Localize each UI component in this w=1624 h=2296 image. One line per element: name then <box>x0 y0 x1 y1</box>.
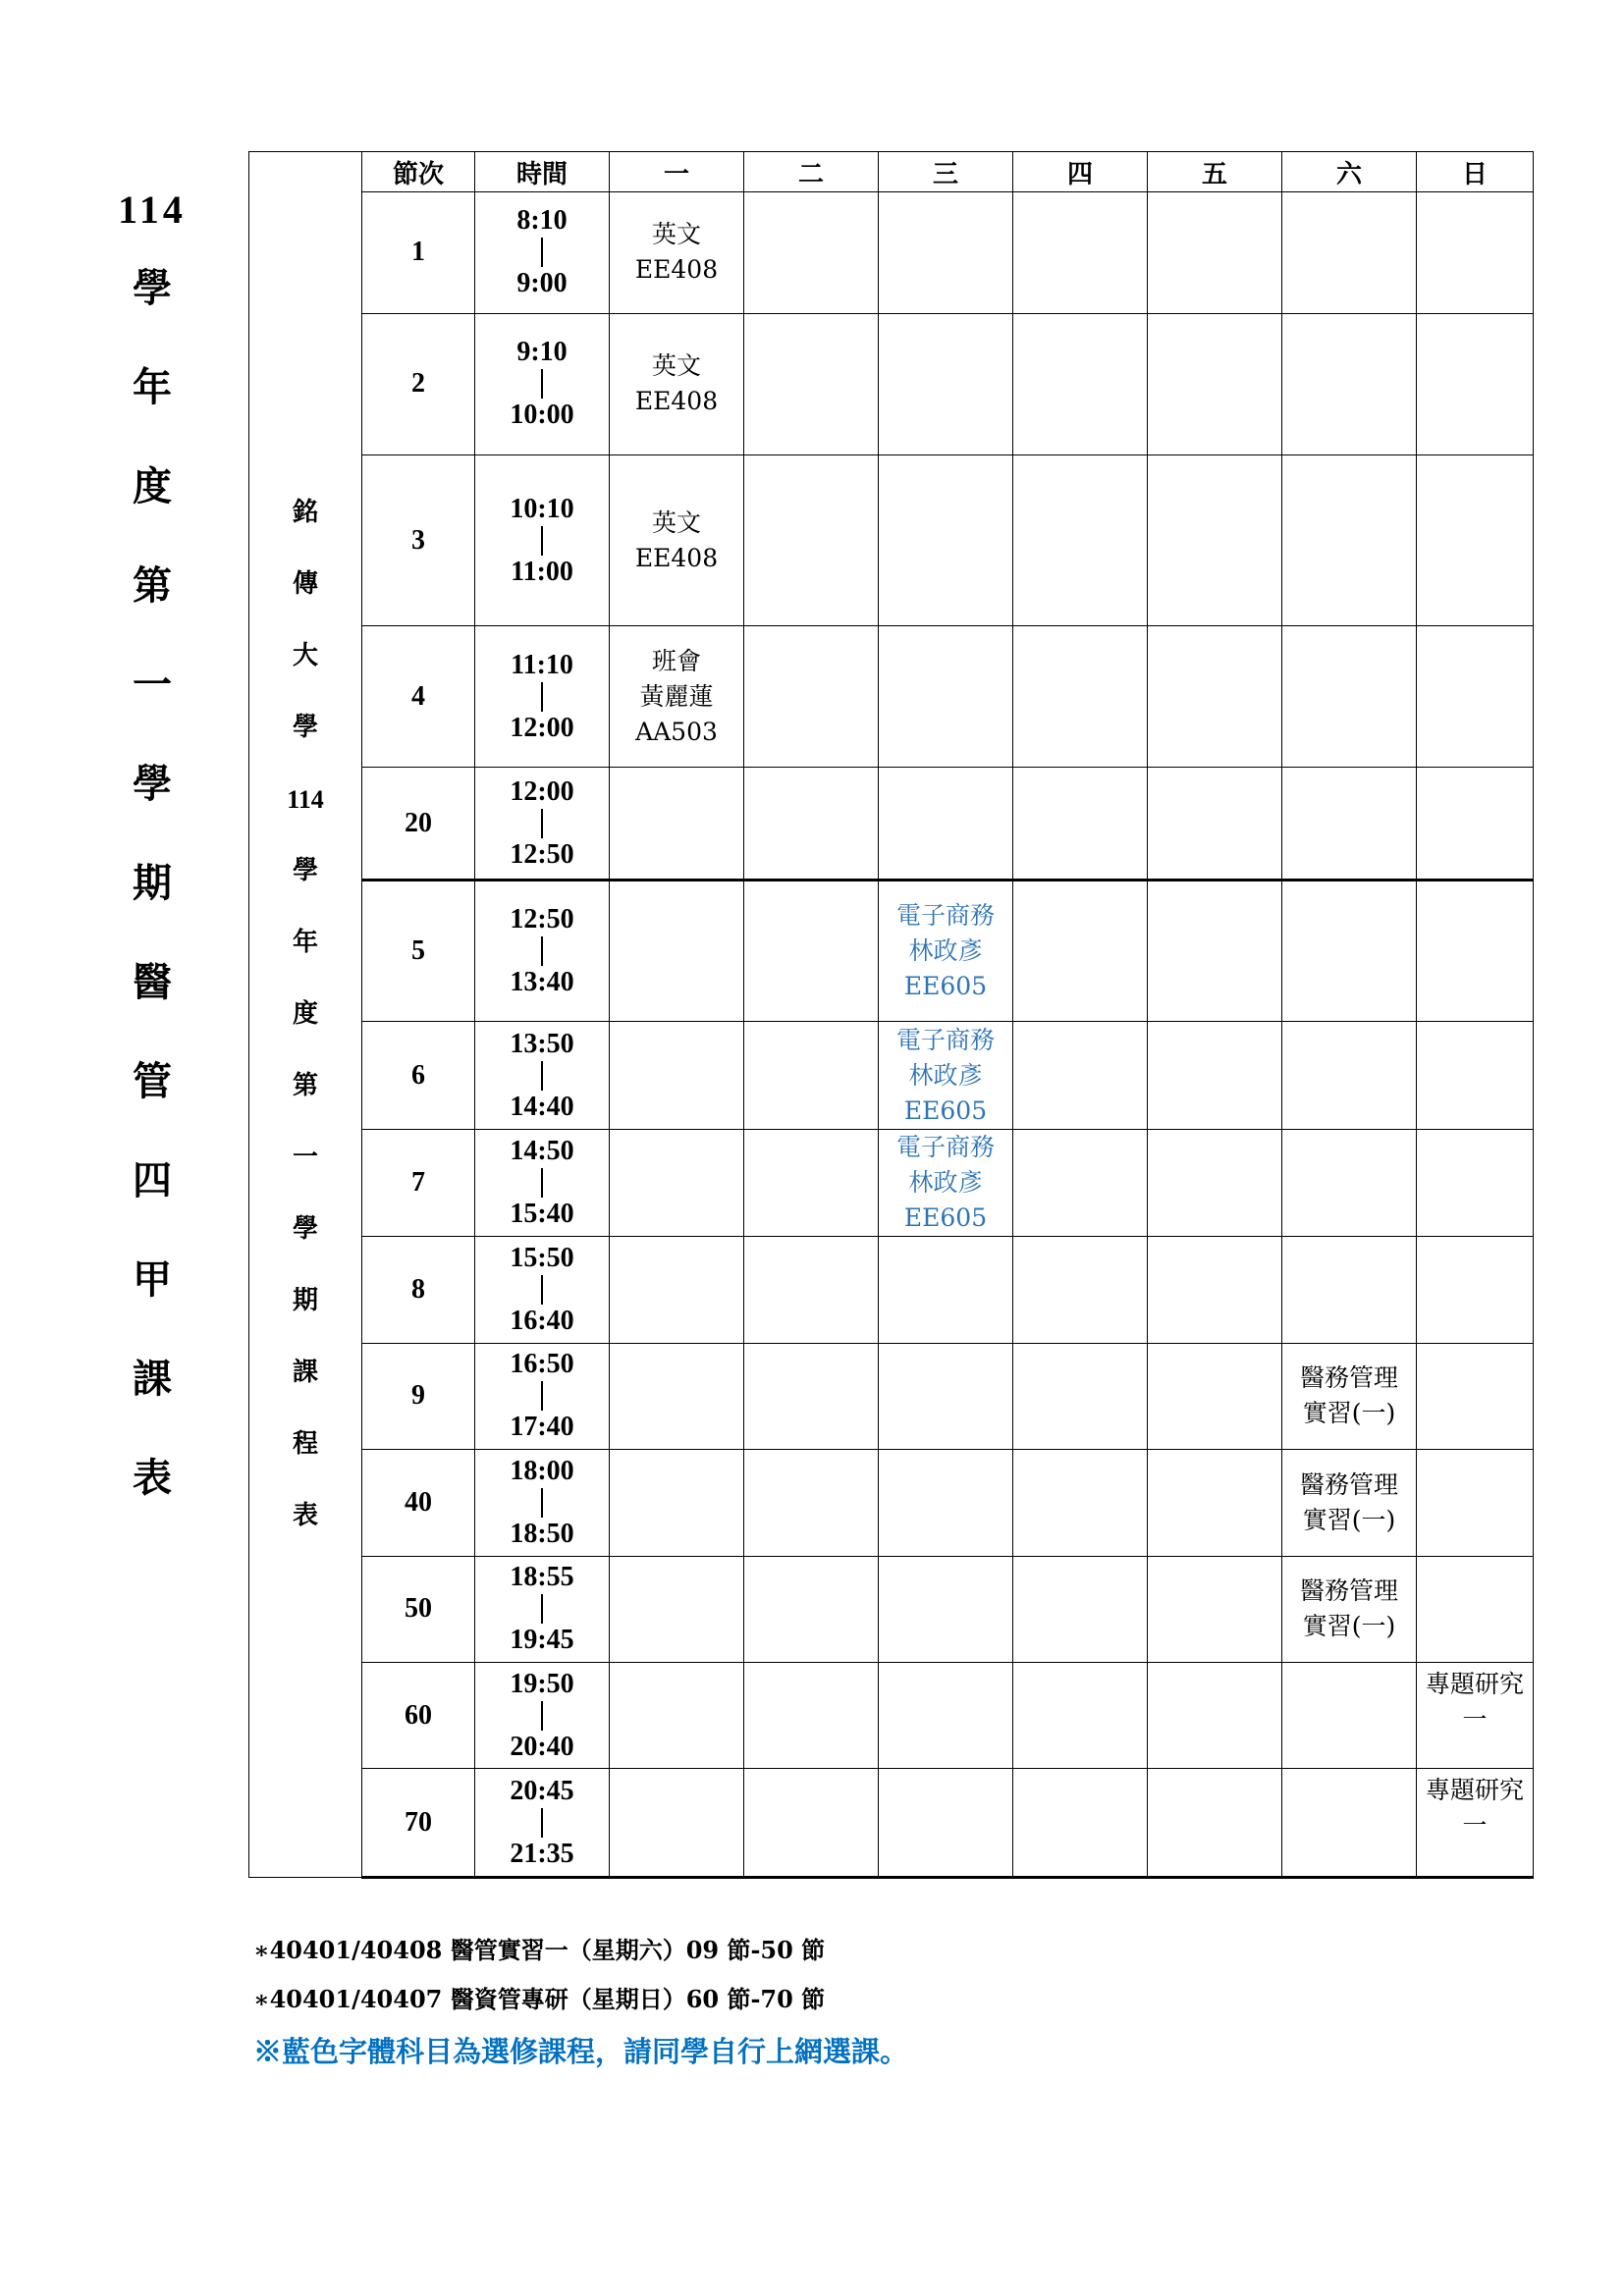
course-room: AA503 <box>635 717 718 746</box>
empty-cell <box>1013 1556 1148 1662</box>
time-separator <box>541 1381 543 1411</box>
side-title-char: 學 <box>133 265 172 311</box>
period-time <box>475 1343 610 1449</box>
empty-cell <box>1282 1237 1417 1343</box>
course-name: 專題研究 <box>1425 1776 1524 1805</box>
table-row <box>249 313 1534 455</box>
time-separator <box>541 1275 543 1305</box>
course-name-cont: 實習(一) <box>1302 1399 1396 1428</box>
time-start: 19:50 <box>510 1668 574 1699</box>
course-room: EE408 <box>634 387 719 416</box>
course-cell <box>1282 1556 1417 1662</box>
empty-cell <box>1282 455 1417 626</box>
time-separator <box>541 809 543 838</box>
empty-cell <box>1417 1237 1534 1343</box>
table-row <box>249 1769 1534 1878</box>
empty-cell <box>1148 625 1282 768</box>
time-end: 11:00 <box>511 556 573 587</box>
vertical-title-char: 銘 <box>292 498 318 527</box>
course-room: EE605 <box>903 1095 988 1125</box>
course-cell <box>1282 1343 1417 1449</box>
period-time <box>475 1450 610 1556</box>
time-separator <box>541 238 543 267</box>
vertical-title-char: 期 <box>292 1286 318 1315</box>
time-end: 16:40 <box>510 1306 574 1337</box>
empty-cell <box>1013 1343 1148 1449</box>
vertical-title-char: 傳 <box>292 569 318 599</box>
period-number: 70 <box>362 1769 475 1878</box>
course-name: 電子商務 <box>895 901 995 931</box>
course-room: EE605 <box>903 1203 988 1233</box>
period-time <box>475 1022 610 1129</box>
time-end: 19:45 <box>510 1625 574 1656</box>
course-cell <box>1417 1769 1534 1878</box>
table-row <box>249 1022 1534 1129</box>
table-row <box>249 1237 1534 1343</box>
period-time <box>475 1237 610 1343</box>
time-separator <box>541 1061 543 1091</box>
course-cell <box>610 192 744 313</box>
empty-cell <box>1013 313 1148 455</box>
vertical-title-char: 學 <box>292 713 318 742</box>
time-end: 10:00 <box>510 400 574 431</box>
empty-cell <box>744 1022 879 1129</box>
course-name: 醫務管理 <box>1299 1469 1398 1499</box>
course-name: 英文 <box>651 351 701 381</box>
empty-cell <box>1282 768 1417 880</box>
vertical-title-char: 大 <box>292 641 318 670</box>
side-title-char: 表 <box>133 1455 172 1501</box>
empty-cell <box>610 1556 744 1662</box>
empty-cell <box>1417 880 1534 1022</box>
empty-cell <box>610 1450 744 1556</box>
header-time: 時間 <box>475 152 610 192</box>
period-number: 2 <box>362 313 475 455</box>
vertical-title-char: 程 <box>292 1429 318 1459</box>
empty-cell <box>1148 1769 1282 1878</box>
table-row <box>249 192 1534 313</box>
empty-cell <box>1282 1769 1417 1878</box>
empty-cell <box>744 1663 879 1769</box>
empty-cell <box>1013 625 1148 768</box>
header-row <box>249 152 1534 192</box>
table-row <box>249 1450 1534 1556</box>
course-cell <box>879 1022 1013 1129</box>
side-title-year: 114 <box>118 187 187 232</box>
table-row <box>249 768 1534 880</box>
empty-cell <box>744 1237 879 1343</box>
side-title-char: 年 <box>133 364 172 410</box>
empty-cell <box>879 1663 1013 1769</box>
time-start: 18:55 <box>510 1562 574 1593</box>
empty-cell <box>1013 1663 1148 1769</box>
time-start: 12:00 <box>510 775 574 807</box>
empty-cell <box>1148 1450 1282 1556</box>
empty-cell <box>1148 1129 1282 1236</box>
empty-cell <box>1417 1556 1534 1662</box>
period-time <box>475 625 610 768</box>
course-name-cont: 實習(一) <box>1302 1612 1396 1641</box>
empty-cell <box>1417 625 1534 768</box>
empty-cell <box>610 1129 744 1236</box>
vertical-title-char: 學 <box>292 1214 318 1244</box>
empty-cell <box>1417 1450 1534 1556</box>
empty-cell <box>1282 1663 1417 1769</box>
empty-cell <box>744 455 879 626</box>
time-start: 16:50 <box>510 1349 574 1380</box>
empty-cell <box>1148 1556 1282 1662</box>
header-sat: 六 <box>1282 152 1417 192</box>
period-time <box>475 880 610 1022</box>
period-number: 20 <box>362 768 475 880</box>
period-time <box>475 455 610 626</box>
empty-cell <box>1013 1769 1148 1878</box>
side-title-char: 一 <box>133 662 172 708</box>
empty-cell <box>1417 768 1534 880</box>
empty-cell <box>879 192 1013 313</box>
period-number: 3 <box>362 455 475 626</box>
time-separator <box>541 1808 543 1838</box>
period-time <box>475 192 610 313</box>
course-cell <box>610 455 744 626</box>
empty-cell <box>1013 1129 1148 1236</box>
side-title-char: 度 <box>133 463 172 509</box>
empty-cell <box>744 1769 879 1878</box>
header-mon: 一 <box>610 152 744 192</box>
empty-cell <box>1417 313 1534 455</box>
table-row <box>249 1556 1534 1662</box>
empty-cell <box>744 768 879 880</box>
course-name-cont: 一 <box>1462 1705 1488 1734</box>
time-start: 8:10 <box>516 205 568 237</box>
empty-cell <box>1013 1450 1148 1556</box>
period-time <box>475 768 610 880</box>
empty-cell <box>1148 455 1282 626</box>
course-teacher: 林政彥 <box>908 936 983 966</box>
time-separator <box>541 1168 543 1198</box>
side-title-char: 管 <box>133 1058 172 1104</box>
table-row <box>249 1343 1534 1449</box>
empty-cell <box>610 1022 744 1129</box>
period-number: 9 <box>362 1343 475 1449</box>
period-time <box>475 1556 610 1662</box>
period-number: 40 <box>362 1450 475 1556</box>
time-separator <box>541 526 543 556</box>
empty-cell <box>879 1556 1013 1662</box>
footnote-practicum: ∗40401/40408 醫管實習一（星期六）09 節-50 節 <box>253 1936 826 1964</box>
empty-cell <box>879 1343 1013 1449</box>
time-separator <box>541 1701 543 1731</box>
period-number: 1 <box>362 192 475 313</box>
empty-cell <box>1282 880 1417 1022</box>
course-cell <box>879 1129 1013 1236</box>
empty-cell <box>1417 1343 1534 1449</box>
period-time <box>475 1129 610 1236</box>
course-room: EE408 <box>634 255 719 285</box>
time-start: 18:00 <box>510 1455 574 1486</box>
period-time <box>475 1769 610 1878</box>
empty-cell <box>879 1450 1013 1556</box>
empty-cell <box>610 1769 744 1878</box>
empty-cell <box>610 880 744 1022</box>
empty-cell <box>1417 455 1534 626</box>
footnote-elective: ※藍色字體科目為選修課程，請同學自行上網選課。 <box>253 2035 909 2068</box>
course-teacher: 林政彥 <box>908 1060 983 1090</box>
course-cell <box>1282 1450 1417 1556</box>
table-row <box>249 880 1534 1022</box>
vertical-title <box>249 152 362 1878</box>
side-title-char: 期 <box>133 860 172 906</box>
course-cell <box>610 313 744 455</box>
empty-cell <box>879 768 1013 880</box>
course-cell <box>610 625 744 768</box>
period-number: 4 <box>362 625 475 768</box>
empty-cell <box>1282 192 1417 313</box>
period-number: 6 <box>362 1022 475 1129</box>
empty-cell <box>1417 192 1534 313</box>
timetable <box>248 151 1534 1879</box>
empty-cell <box>1148 313 1282 455</box>
empty-cell <box>1013 455 1148 626</box>
empty-cell <box>879 1237 1013 1343</box>
empty-cell <box>744 880 879 1022</box>
course-name-cont: 實習(一) <box>1302 1505 1396 1534</box>
course-room: EE605 <box>903 972 988 1001</box>
course-teacher: 林政彥 <box>908 1168 983 1198</box>
course-name: 醫務管理 <box>1299 1363 1398 1393</box>
empty-cell <box>1417 1022 1534 1129</box>
time-start: 13:50 <box>510 1028 574 1059</box>
time-end: 13:40 <box>510 967 574 998</box>
period-number: 60 <box>362 1663 475 1769</box>
empty-cell <box>1013 1022 1148 1129</box>
header-wed: 三 <box>879 152 1013 192</box>
course-room: EE408 <box>634 543 719 572</box>
time-end: 17:40 <box>510 1412 574 1443</box>
empty-cell <box>744 625 879 768</box>
period-time <box>475 1663 610 1769</box>
empty-cell <box>744 1556 879 1662</box>
side-title-char: 學 <box>133 761 172 807</box>
empty-cell <box>1417 1129 1534 1236</box>
empty-cell <box>744 1129 879 1236</box>
empty-cell <box>1148 1237 1282 1343</box>
time-end: 12:50 <box>510 838 574 870</box>
time-start: 12:50 <box>510 904 574 935</box>
empty-cell <box>744 192 879 313</box>
time-separator <box>541 369 543 399</box>
course-name: 英文 <box>651 220 701 249</box>
header-sun: 日 <box>1417 152 1534 192</box>
course-name: 電子商務 <box>895 1025 995 1054</box>
footnote-project: ∗40401/40407 醫資管專研（星期日）60 節-70 節 <box>253 1985 826 2013</box>
header-period: 節次 <box>362 152 475 192</box>
empty-cell <box>1148 192 1282 313</box>
period-number: 8 <box>362 1237 475 1343</box>
vertical-title-char: 第 <box>292 1071 318 1100</box>
empty-cell <box>610 1343 744 1449</box>
table-row <box>249 1129 1534 1236</box>
empty-cell <box>1148 1663 1282 1769</box>
empty-cell <box>1148 1343 1282 1449</box>
header-thu: 四 <box>1013 152 1148 192</box>
empty-cell <box>1013 1237 1148 1343</box>
footnotes <box>253 1926 908 2079</box>
time-separator <box>541 682 543 712</box>
period-number: 7 <box>362 1129 475 1236</box>
time-start: 14:50 <box>510 1136 574 1167</box>
time-end: 18:50 <box>510 1518 574 1549</box>
time-end: 14:40 <box>510 1091 574 1122</box>
time-end: 21:35 <box>510 1838 574 1869</box>
time-separator <box>541 936 543 966</box>
empty-cell <box>744 1343 879 1449</box>
side-title-char: 四 <box>133 1157 172 1203</box>
side-title-char: 第 <box>133 562 172 609</box>
vertical-title-char: 學 <box>292 856 318 885</box>
header-tue: 二 <box>744 152 879 192</box>
time-start: 15:50 <box>510 1243 574 1274</box>
table-row <box>249 1663 1534 1769</box>
time-start: 10:10 <box>510 493 574 524</box>
time-start: 11:10 <box>511 649 573 680</box>
course-name: 班會 <box>651 646 701 675</box>
time-end: 9:00 <box>516 268 568 299</box>
time-separator <box>541 1594 543 1624</box>
time-separator <box>541 1488 543 1518</box>
empty-cell <box>879 455 1013 626</box>
time-start: 20:45 <box>510 1775 574 1806</box>
course-teacher: 黃麗蓮 <box>639 681 714 711</box>
course-name: 醫務管理 <box>1299 1576 1398 1606</box>
period-number: 50 <box>362 1556 475 1662</box>
empty-cell <box>744 1450 879 1556</box>
empty-cell <box>879 625 1013 768</box>
table-row <box>249 625 1534 768</box>
side-title-char: 醫 <box>133 959 172 1005</box>
empty-cell <box>1013 192 1148 313</box>
empty-cell <box>1148 768 1282 880</box>
empty-cell <box>1282 1022 1417 1129</box>
empty-cell <box>1013 768 1148 880</box>
empty-cell <box>1148 1022 1282 1129</box>
empty-cell <box>1013 880 1148 1022</box>
empty-cell <box>610 1663 744 1769</box>
vertical-title-char: 表 <box>292 1501 318 1530</box>
table-row <box>249 455 1534 626</box>
empty-cell <box>879 1769 1013 1878</box>
empty-cell <box>879 313 1013 455</box>
course-cell <box>879 880 1013 1022</box>
course-name-cont: 一 <box>1462 1811 1488 1841</box>
period-time <box>475 313 610 455</box>
empty-cell <box>610 768 744 880</box>
course-cell <box>1417 1663 1534 1769</box>
vertical-title-char: 課 <box>292 1358 318 1387</box>
vertical-title-char: 一 <box>292 1143 318 1172</box>
period-number: 5 <box>362 880 475 1022</box>
empty-cell <box>610 1237 744 1343</box>
empty-cell <box>744 313 879 455</box>
time-end: 12:00 <box>510 712 574 743</box>
empty-cell <box>1148 880 1282 1022</box>
time-start: 9:10 <box>516 337 568 368</box>
course-name: 英文 <box>651 507 701 537</box>
time-end: 15:40 <box>510 1199 574 1230</box>
empty-cell <box>1282 625 1417 768</box>
vertical-title-char: 年 <box>292 928 318 957</box>
side-title <box>93 182 211 1527</box>
vertical-title-char: 度 <box>292 999 318 1029</box>
header-fri: 五 <box>1148 152 1282 192</box>
side-title-char: 甲 <box>133 1256 172 1303</box>
vertical-title-char: 114 <box>287 785 324 814</box>
course-name: 專題研究 <box>1425 1670 1524 1698</box>
empty-cell <box>1282 313 1417 455</box>
course-name: 電子商務 <box>895 1133 995 1162</box>
time-end: 20:40 <box>510 1731 574 1762</box>
empty-cell <box>1282 1129 1417 1236</box>
side-title-char: 課 <box>133 1356 172 1402</box>
